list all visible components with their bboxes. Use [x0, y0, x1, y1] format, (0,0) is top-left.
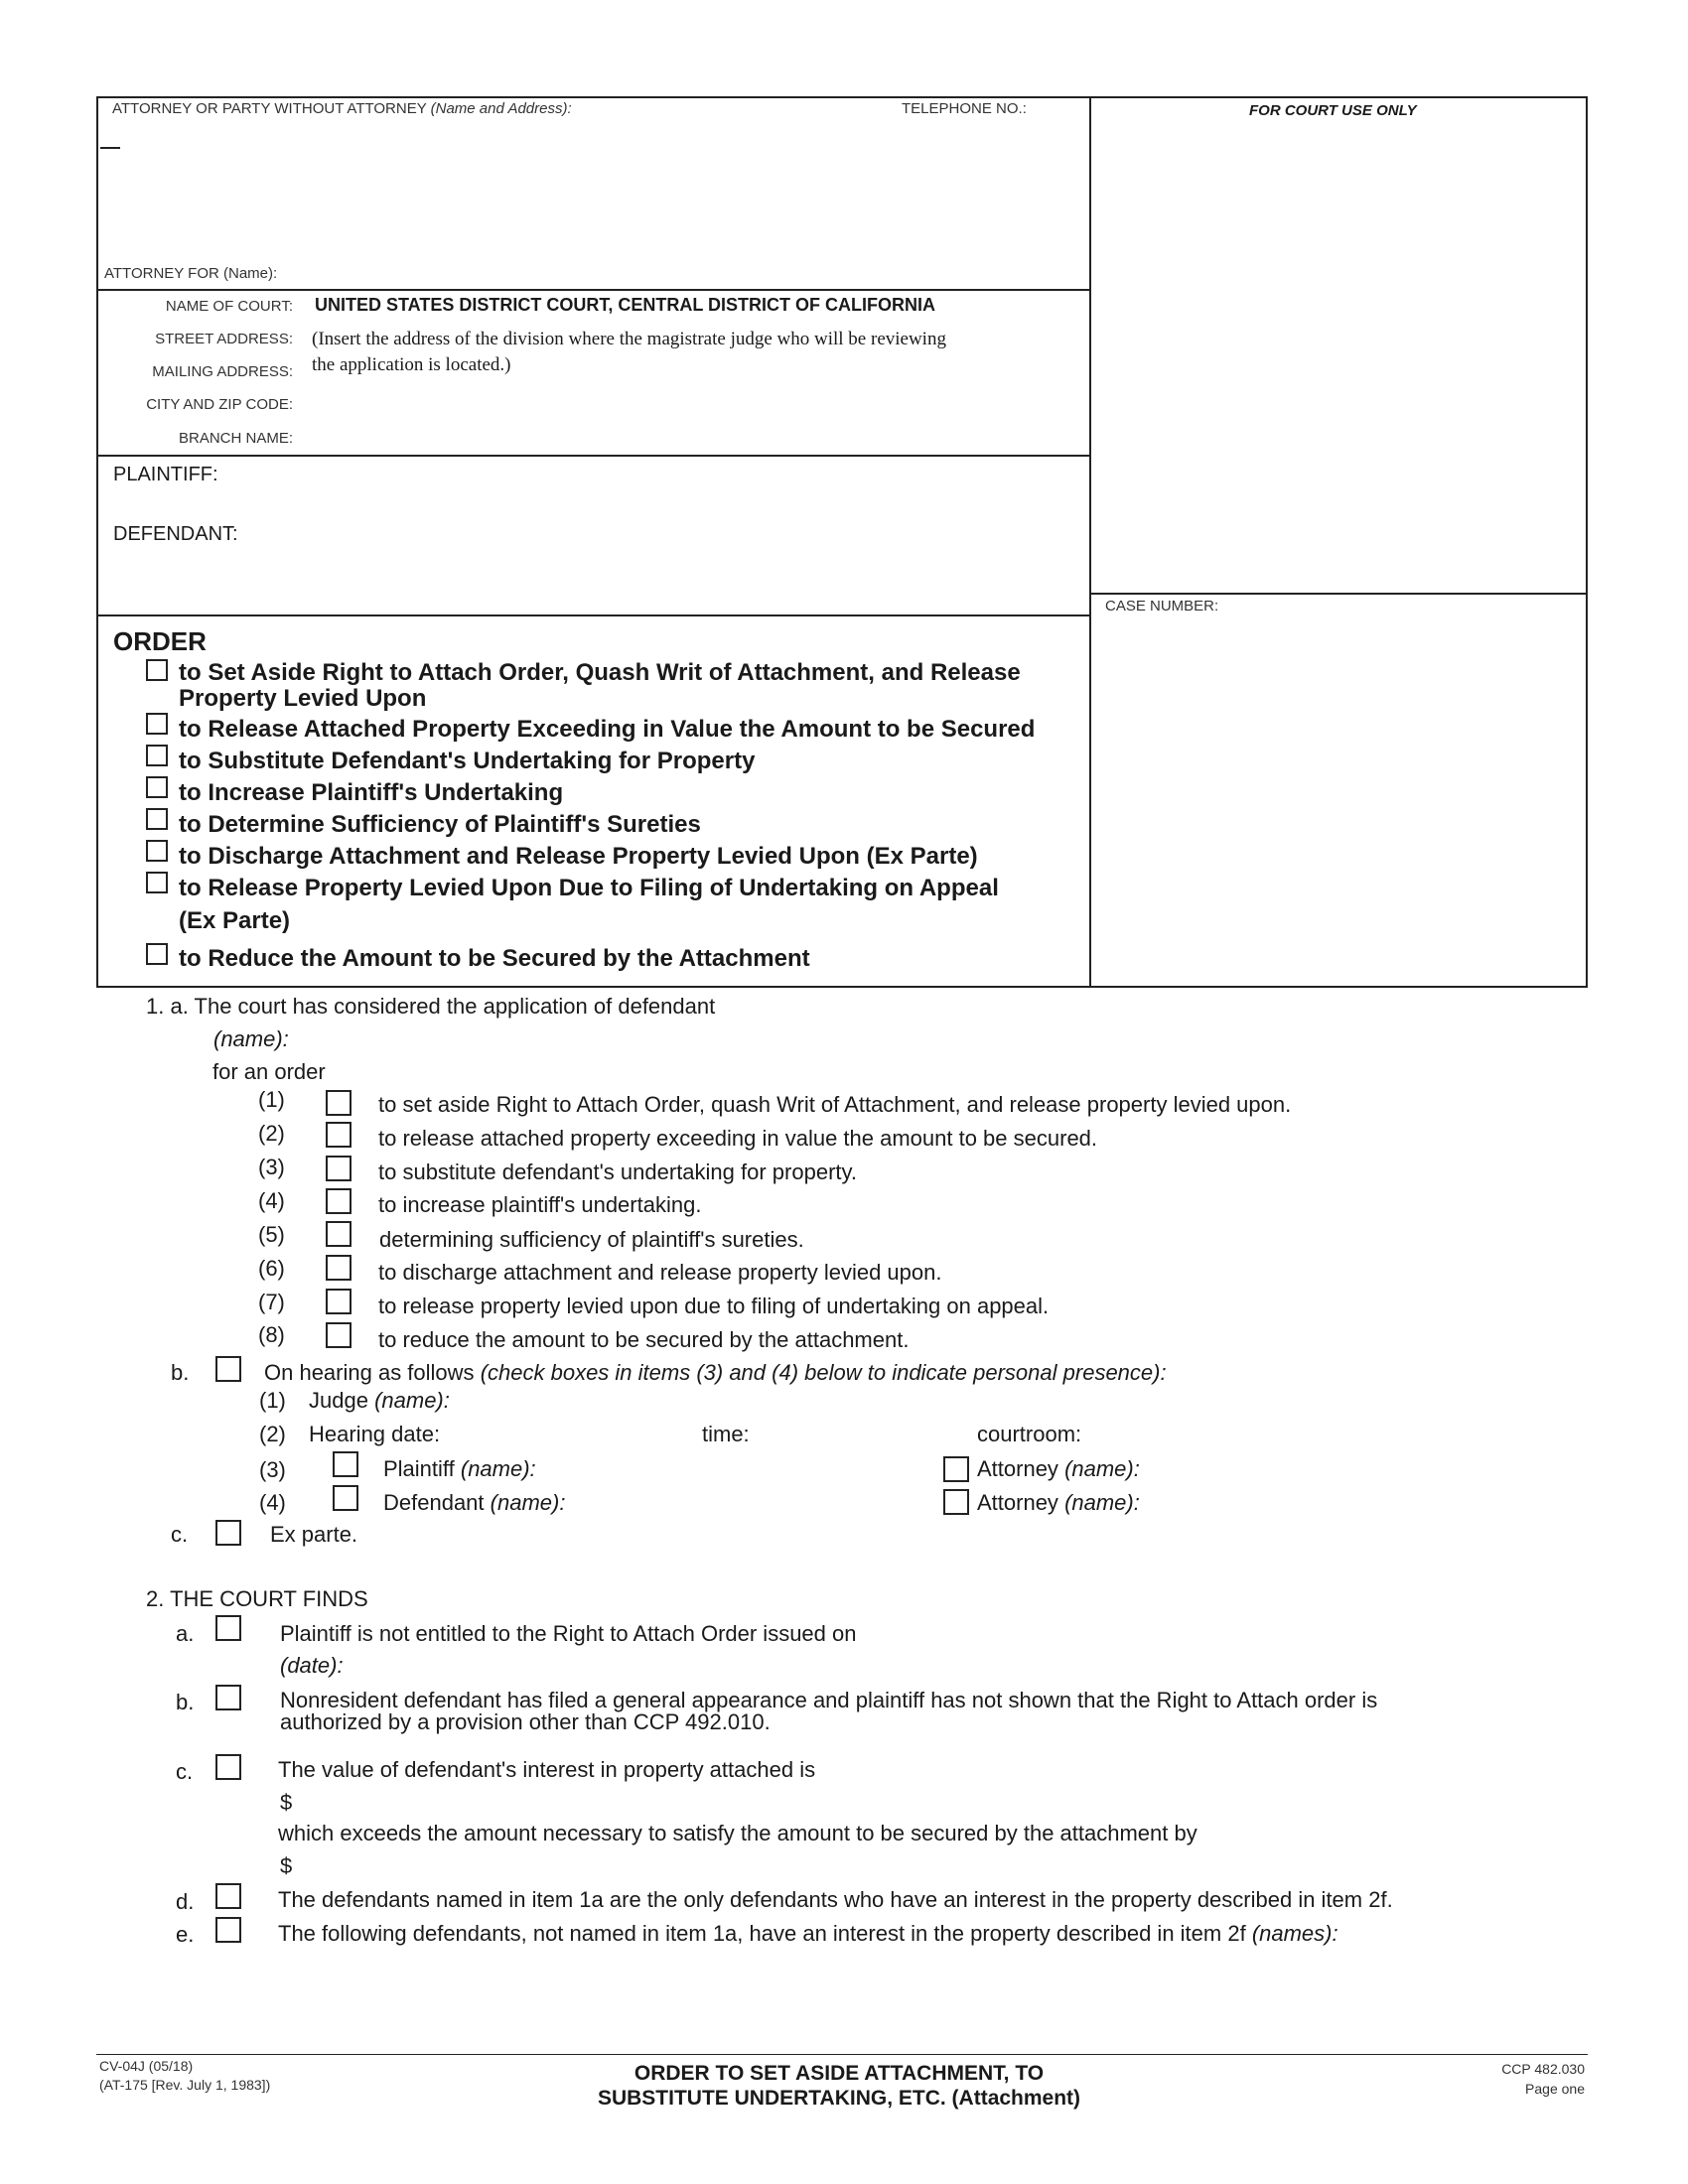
order-item-1: to Set Aside Right to Attach Order, Quash Writ of Attachment, and Release	[179, 659, 1021, 686]
form-revision: (AT-175 [Rev. July 1, 1983])	[99, 2077, 271, 2093]
section2-e-letter: e.	[176, 1922, 195, 1947]
order-checkbox-3[interactable]	[146, 745, 168, 766]
finding-e-checkbox[interactable]	[215, 1917, 241, 1943]
option-text-5: determining sufficiency of plaintiff's sureties.	[379, 1227, 804, 1252]
finding-a-date-label: (date):	[280, 1653, 344, 1678]
option-checkbox-7[interactable]	[326, 1289, 352, 1314]
option-num-4: (4)	[258, 1188, 285, 1213]
option-num-7: (7)	[258, 1290, 285, 1314]
branch-name-label: BRANCH NAME:	[178, 430, 293, 447]
finding-a-checkbox[interactable]	[215, 1615, 241, 1641]
option-num-2: (2)	[258, 1121, 285, 1146]
section1-b-letter: b.	[171, 1360, 190, 1385]
footer-rule	[96, 2054, 1588, 2055]
court-bottom-line	[96, 455, 1091, 457]
footer-title-line2: SUBSTITUTE UNDERTAKING, ETC. (Attachment)	[597, 2087, 1081, 2110]
finding-c-text-2: which exceeds the amount necessary to satisfy the amount to be secured by the attachment by	[278, 1821, 1197, 1845]
option-num-3: (3)	[258, 1155, 285, 1179]
option-num-6: (6)	[258, 1256, 285, 1281]
plaintiff-label: PLAINTIFF:	[113, 464, 218, 485]
option-text-7: to release property levied upon due to filing of undertaking on appeal.	[378, 1294, 1050, 1318]
form-number: CV-04J (05/18)	[99, 2058, 194, 2074]
section1-a-text: 1. a. The court has considered the application of defendant	[146, 994, 716, 1019]
order-checkbox-8[interactable]	[146, 943, 168, 965]
option-text-6: to discharge attachment and release property levied upon.	[378, 1260, 942, 1285]
section2-c-letter: c.	[176, 1759, 194, 1784]
plaintiff-attorney-label: Attorney (name):	[977, 1456, 1140, 1481]
option-num-5: (5)	[258, 1222, 285, 1247]
finding-d-checkbox[interactable]	[215, 1883, 241, 1909]
section1-name-label: (name):	[213, 1026, 289, 1051]
defendant-label: DEFENDANT:	[113, 523, 238, 545]
option-text-3: to substitute defendant's undertaking for property.	[378, 1160, 857, 1184]
order-item-6: to Discharge Attachment and Release Property Levied Upon (Ex Parte)	[179, 843, 978, 870]
defendant-attorney-label: Attorney (name):	[977, 1490, 1140, 1515]
section2-a-letter: a.	[176, 1621, 195, 1646]
section2-title: 2. THE COURT FINDS	[146, 1586, 368, 1611]
option-checkbox-2[interactable]	[326, 1122, 352, 1148]
ccp-reference: CCP 482.030	[1501, 2061, 1585, 2077]
defendant-present-checkbox[interactable]	[333, 1485, 358, 1511]
name-of-court-label: NAME OF COURT:	[165, 298, 293, 315]
case-number-label: CASE NUMBER:	[1105, 598, 1219, 614]
attorney-name-field[interactable]	[99, 129, 1082, 258]
court-use-label: FOR COURT USE ONLY	[1249, 102, 1417, 119]
plaintiff-name-label: Plaintiff (name):	[383, 1456, 536, 1481]
dollar-sign-1: $	[280, 1790, 293, 1815]
case-number-top-line	[1089, 593, 1588, 595]
order-checkbox-5[interactable]	[146, 808, 168, 830]
ex-parte-checkbox[interactable]	[215, 1520, 241, 1546]
attorney-for-label: ATTORNEY FOR (Name):	[104, 265, 278, 282]
street-address-label: STREET ADDRESS:	[155, 331, 293, 347]
b1-num: (1)	[259, 1388, 286, 1413]
attorney-label: ATTORNEY OR PARTY WITHOUT ATTORNEY (Name and Address):	[112, 100, 572, 117]
hearing-date-label: Hearing date:	[309, 1422, 441, 1446]
option-checkbox-8[interactable]	[326, 1322, 352, 1348]
option-checkbox-3[interactable]	[326, 1156, 352, 1181]
mailing-address-label: MAILING ADDRESS:	[152, 363, 293, 380]
section2-d-letter: d.	[176, 1889, 195, 1914]
finding-b-checkbox[interactable]	[215, 1685, 241, 1710]
defendant-name-label: Defendant (name):	[383, 1490, 566, 1515]
caption-divider	[1089, 96, 1091, 988]
b4-num: (4)	[259, 1490, 286, 1515]
attorney-bottom-line	[96, 289, 1091, 291]
name-of-court-value: UNITED STATES DISTRICT COURT, CENTRAL DISTRICT OF CALIFORNIA	[315, 295, 935, 315]
option-text-2: to release attached property exceeding in value the amount to be secured.	[378, 1126, 1098, 1151]
plaintiff-present-checkbox[interactable]	[333, 1451, 358, 1477]
for-an-order-label: for an order	[212, 1059, 326, 1084]
parties-bottom-line	[96, 614, 1091, 616]
courtroom-label: courtroom:	[977, 1422, 1082, 1446]
order-item-7: to Release Property Levied Upon Due to Filing of Undertaking on Appeal	[179, 875, 999, 901]
order-checkbox-4[interactable]	[146, 776, 168, 798]
option-checkbox-6[interactable]	[326, 1255, 352, 1281]
option-num-8: (8)	[258, 1322, 285, 1347]
finding-c-text-1: The value of defendant's interest in property attached is	[278, 1757, 816, 1782]
footer-title-line1: ORDER TO SET ASIDE ATTACHMENT, TO	[633, 2062, 1045, 2085]
option-text-4: to increase plaintiff's undertaking.	[378, 1192, 702, 1217]
hearing-checkbox[interactable]	[215, 1356, 241, 1382]
judge-label: Judge (name):	[309, 1388, 450, 1413]
finding-d-text: The defendants named in item 1a are the only defendants who have an interest in the property described in item 2f.	[278, 1887, 1393, 1912]
address-note-line2: the application is located.)	[312, 354, 511, 375]
order-item-4: to Increase Plaintiff's Undertaking	[179, 779, 564, 806]
finding-b-text-2: authorized by a provision other than CCP 492.010.	[280, 1709, 771, 1734]
hearing-label: On hearing as follows (check boxes in items (3) and (4) below to indicate personal presence):	[264, 1360, 1167, 1385]
defendant-attorney-checkbox[interactable]	[943, 1489, 969, 1515]
option-num-1: (1)	[258, 1087, 285, 1112]
order-item-5: to Determine Sufficiency of Plaintiff's Sureties	[179, 811, 701, 838]
ex-parte-label: Ex parte.	[270, 1522, 358, 1547]
order-item-3: to Substitute Defendant's Undertaking for Property	[179, 748, 756, 774]
finding-b-text-1: Nonresident defendant has filed a general appearance and plaintiff has not shown that the Right to Attach order is	[280, 1688, 1378, 1712]
finding-c-checkbox[interactable]	[215, 1754, 241, 1780]
option-text-8: to reduce the amount to be secured by the attachment.	[378, 1327, 910, 1352]
order-item-7-cont: (Ex Parte)	[179, 907, 291, 934]
section1-c-letter: c.	[171, 1522, 189, 1547]
time-label: time:	[702, 1422, 750, 1446]
order-checkbox-6[interactable]	[146, 840, 168, 862]
option-checkbox-5[interactable]	[326, 1221, 352, 1247]
section2-b-letter: b.	[176, 1690, 195, 1714]
b3-num: (3)	[259, 1457, 286, 1482]
city-zip-label: CITY AND ZIP CODE:	[146, 396, 293, 413]
address-note-line1: (Insert the address of the division where the magistrate judge who will be reviewing	[312, 329, 946, 349]
dollar-sign-2: $	[280, 1853, 293, 1878]
page-number: Page one	[1525, 2081, 1585, 2097]
plaintiff-attorney-checkbox[interactable]	[943, 1456, 969, 1482]
order-item-8: to Reduce the Amount to be Secured by the Attachment	[179, 945, 810, 972]
telephone-label: TELEPHONE NO.:	[902, 100, 1027, 117]
finding-a-text: Plaintiff is not entitled to the Right to Attach Order issued on	[280, 1621, 857, 1646]
order-item-1-cont: Property Levied Upon	[179, 685, 427, 712]
order-checkbox-2[interactable]	[146, 713, 168, 735]
cursor-mark	[100, 147, 120, 149]
option-checkbox-4[interactable]	[326, 1188, 352, 1214]
order-checkbox-1[interactable]	[146, 659, 168, 681]
finding-e-text: The following defendants, not named in item 1a, have an interest in the property described in item 2f (names):	[278, 1921, 1338, 1946]
order-checkbox-7[interactable]	[146, 872, 168, 893]
b2-num: (2)	[259, 1422, 286, 1446]
order-item-2: to Release Attached Property Exceeding in Value the Amount to be Secured	[179, 716, 1036, 743]
option-checkbox-1[interactable]	[326, 1090, 352, 1116]
order-title: ORDER	[113, 626, 207, 656]
option-text-1: to set aside Right to Attach Order, quash Writ of Attachment, and release property levied upon.	[378, 1092, 1292, 1117]
